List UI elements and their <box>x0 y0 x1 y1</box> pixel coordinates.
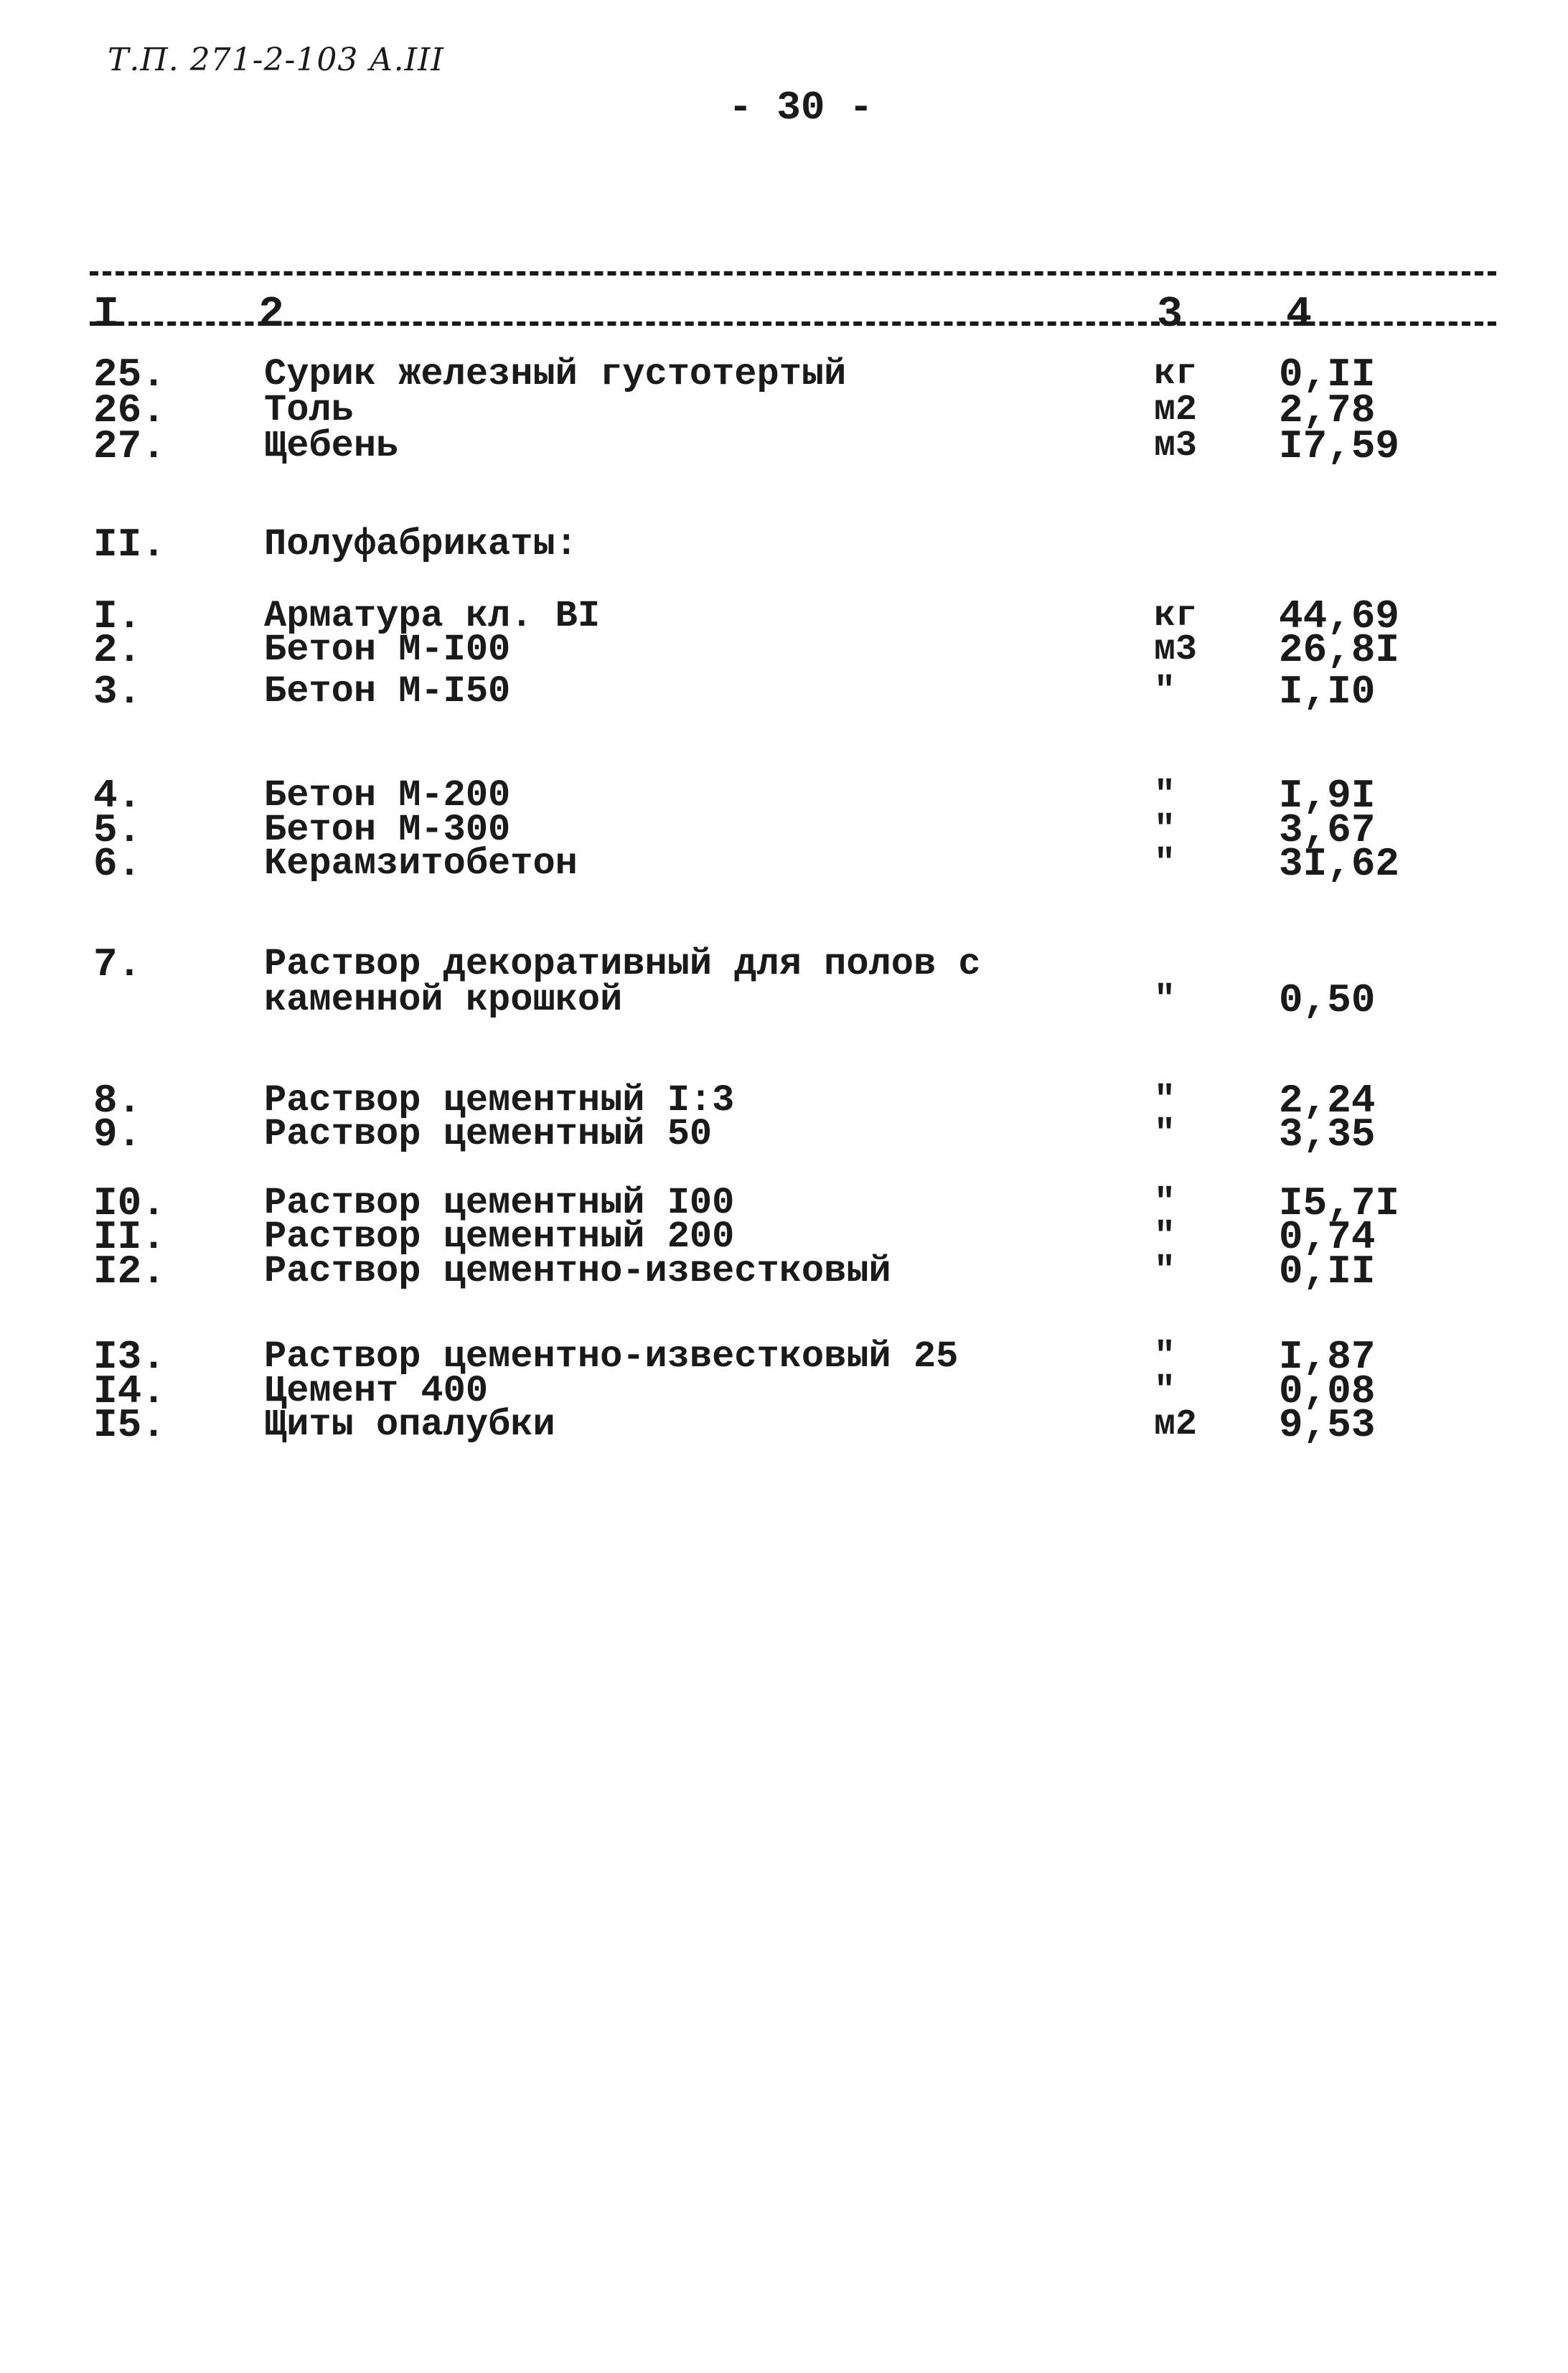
row-unit: " <box>1154 979 1176 1020</box>
table-row <box>0 1249 1568 1294</box>
row-value: 3,67 <box>1279 807 1376 853</box>
row-number: 8. <box>93 1078 142 1124</box>
row-number: 25. <box>93 352 166 398</box>
column-header-3: 3 <box>1157 291 1183 339</box>
row-value: I,I0 <box>1279 669 1376 715</box>
column-header-1: I <box>93 291 120 339</box>
row-number: 5. <box>93 807 142 853</box>
row-number: II. <box>93 1214 166 1260</box>
row-value: I7,59 <box>1279 423 1400 469</box>
row-name: Арматура кл. BI <box>264 595 601 637</box>
table-row <box>0 841 1568 887</box>
row-unit: " <box>1154 1251 1176 1292</box>
row-unit: кг <box>1154 596 1198 636</box>
row-number: 27. <box>93 423 166 469</box>
row-unit: " <box>1154 1371 1176 1411</box>
row-unit: " <box>1154 1080 1176 1121</box>
row-name: Раствор цементный 200 <box>264 1216 735 1258</box>
table-row <box>0 1402 1568 1448</box>
row-name: Раствор цементный I00 <box>264 1182 735 1224</box>
row-name: Цемент 400 <box>264 1370 489 1412</box>
row-value: I,9I <box>1279 773 1376 819</box>
row-name: каменной крошкой <box>264 979 623 1021</box>
column-header-2: 2 <box>258 291 285 339</box>
row-number: I5. <box>93 1402 166 1448</box>
row-unit: м2 <box>1154 390 1198 431</box>
row-number: I. <box>93 593 142 639</box>
row-value: 0,74 <box>1279 1214 1376 1260</box>
row-unit: " <box>1154 671 1176 712</box>
table-row <box>0 669 1568 715</box>
column-header-4: 4 <box>1286 291 1313 339</box>
row-number: I3. <box>93 1334 166 1380</box>
row-name: Бетон М-300 <box>264 809 511 851</box>
row-name: Бетон М-200 <box>264 774 511 817</box>
row-unit: " <box>1154 1336 1176 1377</box>
table-top-rule <box>90 271 1496 276</box>
table-row <box>0 1112 1568 1157</box>
row-name: Щебень <box>264 425 399 467</box>
row-unit: " <box>1154 809 1176 850</box>
row-unit: м3 <box>1154 629 1198 670</box>
row-name: Раствор цементно-известковый 25 <box>264 1335 959 1378</box>
row-unit: " <box>1154 1216 1176 1257</box>
row-unit: " <box>1154 843 1176 884</box>
row-name: Раствор цементный 50 <box>264 1113 713 1155</box>
row-value: 0,50 <box>1279 977 1376 1023</box>
row-value: 0,08 <box>1279 1368 1376 1414</box>
row-number: II. <box>93 522 166 568</box>
row-number: 26. <box>93 387 166 433</box>
row-number: 2. <box>93 627 142 673</box>
row-unit: кг <box>1154 354 1198 395</box>
table-row <box>0 423 1568 469</box>
table-header-rule <box>90 321 1496 326</box>
row-name: Толь <box>264 389 354 431</box>
row-value: 0,II <box>1279 1249 1376 1294</box>
row-number: 9. <box>93 1112 142 1157</box>
table-row <box>0 522 1568 568</box>
row-number: I4. <box>93 1368 166 1414</box>
row-number: 3. <box>93 669 142 715</box>
row-value: I,87 <box>1279 1334 1376 1380</box>
table-row <box>0 977 1568 1023</box>
row-unit: м3 <box>1154 426 1198 466</box>
row-value: 44,69 <box>1279 593 1400 639</box>
row-name: Раствор цементно-известковый <box>264 1250 891 1292</box>
row-value: I5,7I <box>1279 1180 1400 1226</box>
row-value: 2,78 <box>1279 387 1376 433</box>
row-value: 3I,62 <box>1279 841 1400 887</box>
row-unit: " <box>1154 1183 1176 1223</box>
row-name: Щиты опалубки <box>264 1404 555 1446</box>
row-name: Полуфабрикаты: <box>264 523 578 565</box>
row-unit: " <box>1154 1114 1176 1155</box>
row-value: 2,24 <box>1279 1078 1376 1124</box>
row-number: 7. <box>93 941 142 987</box>
row-unit: м2 <box>1154 1404 1198 1445</box>
row-name: Керамзитобетон <box>264 842 578 885</box>
row-unit: " <box>1154 775 1176 816</box>
row-name: Бетон М-I50 <box>264 670 511 713</box>
row-name: Сурик железный густотертый <box>264 353 847 395</box>
row-number: 4. <box>93 773 142 819</box>
row-value: 3,35 <box>1279 1112 1376 1157</box>
row-number: I2. <box>93 1249 166 1294</box>
row-value: 0,II <box>1279 352 1376 398</box>
row-name: Раствор цементный I:3 <box>264 1079 735 1122</box>
row-value: 26,8I <box>1279 627 1400 673</box>
row-name: Раствор декоративный для полов с <box>264 943 981 985</box>
page-number: - 30 - <box>728 85 873 131</box>
row-name: Бетон М-I00 <box>264 629 511 671</box>
handwritten-reference: Т.П. 271-2-103 А.III <box>108 42 444 78</box>
row-value: 9,53 <box>1279 1402 1376 1448</box>
row-number: I0. <box>93 1180 166 1226</box>
table-row <box>0 627 1568 673</box>
row-number: 6. <box>93 841 142 887</box>
